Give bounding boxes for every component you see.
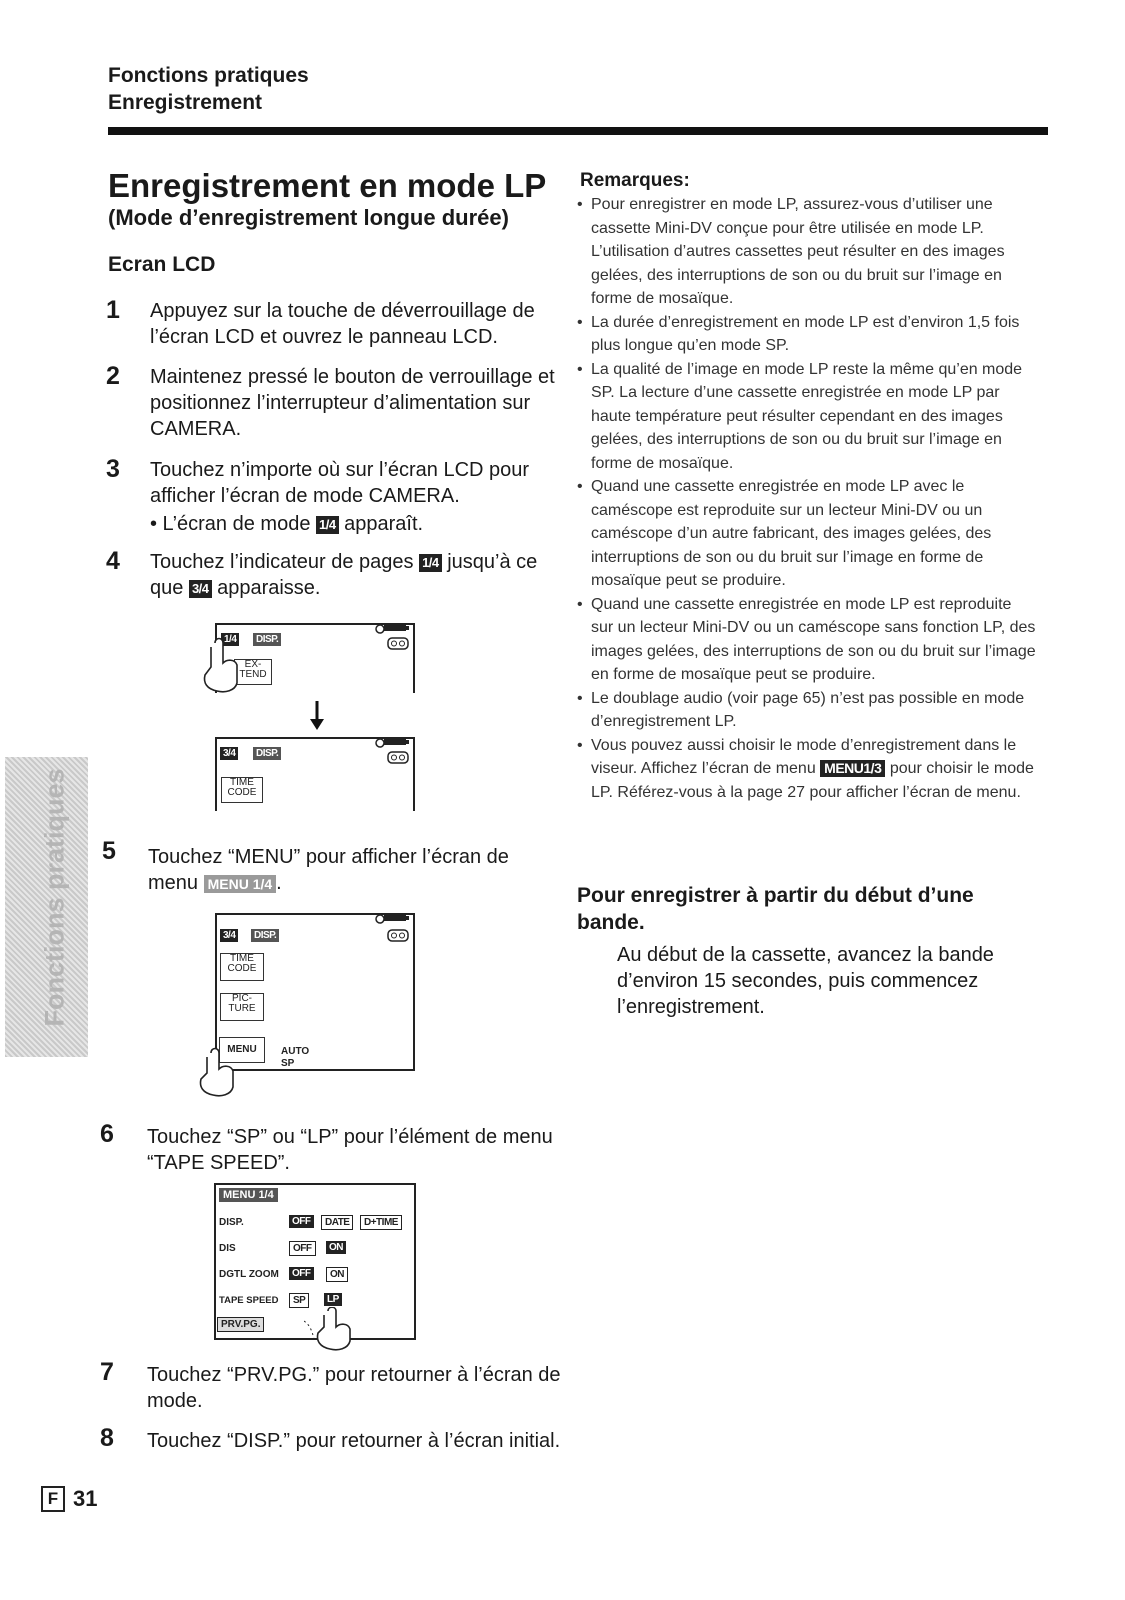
extend-button[interactable]: EX- TEND <box>234 659 272 685</box>
disp-button[interactable]: DISP. <box>251 929 279 942</box>
finger-touch-icon <box>195 1047 245 1097</box>
remark-item: • Vous pouvez aussi choisir le mode d’enregistrement dans le viseur. Affichez l’écran de menu MENU1/3 pour choisir le mode LP. Référez-vous à la page 27 pour afficher l’écran de menu. <box>577 734 1037 805</box>
header-subsection: Enregistrement <box>108 91 263 114</box>
menu-row-label: DIS <box>219 1243 236 1254</box>
step-text: Touchez “SP” ou “LP” pour l’élément de menu “TAPE SPEED”. <box>147 1126 553 1174</box>
step-number: 1 <box>106 296 120 324</box>
step-text: Maintenez pressé le bouton de verrouillage et positionnez l’interrupteur d’alimentation sur CAMERA. <box>150 366 555 440</box>
remark-item: • Quand une cassette enregistrée en mode LP est reproduite sur un lecteur Mini-DV ou un caméscope sans fonction LP, des images gelées, des interruptions de son ou du bruit sur l’image en forme de mosaïque peut se produire. <box>577 593 1037 687</box>
remark-item: • Pour enregistrer en mode LP, assurez-vous d’utiliser une cassette Mini-DV conçue pour être utilisée en mode LP. L’utilisation d’autres cassettes peut résulter en des images gelées, des interruptions de son ou du bruit sur l’image en forme de mosaïque. <box>577 193 1037 311</box>
menu-option-off[interactable]: OFF <box>289 1267 314 1280</box>
menu-option-date[interactable]: DATE <box>321 1215 353 1230</box>
auto-label: AUTO <box>281 1046 310 1057</box>
step-number: 6 <box>100 1120 114 1148</box>
arrow-down-icon <box>310 701 324 731</box>
step-number: 4 <box>106 547 120 575</box>
menu-row-label: DISP. <box>219 1217 244 1228</box>
header-section: Fonctions pratiques <box>108 64 309 87</box>
menu-option-lp[interactable]: LP <box>324 1293 342 1306</box>
menu-option-off[interactable]: OFF <box>289 1215 314 1228</box>
step-number: 5 <box>102 837 116 865</box>
remarks-title: Remarques: <box>580 170 690 191</box>
menu-button[interactable]: MENU <box>219 1037 265 1063</box>
remark-item: • Quand une cassette enregistrée en mode LP avec le caméscope est reproduite sur un lecteur Mini-DV ou un caméscope d’un autre fabricant, des images gelées, des interruptions de son ou du bruit sur l’image en forme de mosaïque peut se produire. <box>577 475 1037 593</box>
step-number: 3 <box>106 455 120 483</box>
language-marker: F <box>41 1486 65 1512</box>
step-text: Appuyez sur la touche de déverrouillage de l’écran LCD et ouvrez le panneau LCD. <box>150 300 535 348</box>
step-subnote: • L’écran de mode 1/4 apparaît. <box>150 513 424 535</box>
start-paragraph: Au début de la cassette, avancez la bande d’environ 15 secondes, puis commencez l’enregistrement. <box>617 944 994 1018</box>
step-number: 8 <box>100 1424 114 1452</box>
section-heading-lcd: Ecran LCD <box>108 253 216 276</box>
finger-touch-icon <box>304 1307 354 1353</box>
page-indicator-badge: 1/4 <box>316 516 339 534</box>
menu-option-dtime[interactable]: D+TIME <box>360 1215 402 1230</box>
menu-page-badge: MENU1/3 <box>820 760 885 777</box>
page-indicator-badge: 1/4 <box>419 554 442 572</box>
menu-option-on[interactable]: ON <box>326 1241 346 1254</box>
time-code-button[interactable]: TIME CODE <box>220 953 264 981</box>
sp-label: SP <box>281 1058 295 1069</box>
menu-row-label: DGTL ZOOM <box>219 1269 279 1280</box>
step-text: Touchez “PRV.PG.” pour retourner à l’écran de mode. <box>147 1364 561 1412</box>
menu-option-sp[interactable]: SP <box>289 1293 309 1308</box>
step-text: Touchez l’indicateur de pages 1/4 jusqu’à ce que 3/4 apparaisse. <box>150 551 538 599</box>
menu-option-off[interactable]: OFF <box>289 1241 316 1256</box>
cassette-icon <box>387 751 411 765</box>
disp-button[interactable]: DISP. <box>253 633 281 646</box>
remark-item: • La qualité de l’image en mode LP reste la même qu’en mode SP. La lecture d’une cassette enregistrée en mode LP par haute température peut résulter cependant en des images gelées, des interruptions de son ou du bruit sur l’image en forme de mosaïque. <box>577 358 1037 476</box>
page-subtitle: (Mode d’enregistrement longue durée) <box>108 205 509 230</box>
menu-page-badge: MENU 1/4 <box>204 875 277 893</box>
menu-title: MENU 1/4 <box>219 1188 278 1202</box>
picture-button[interactable]: PIC- TURE <box>220 993 264 1021</box>
remarks-list <box>577 193 1037 804</box>
page-title: Enregistrement en mode LP <box>108 167 547 204</box>
step-text: Touchez “DISP.” pour retourner à l’écran initial. <box>147 1430 561 1452</box>
lcd-figure-menu <box>215 913 415 1098</box>
menu-option-on[interactable]: ON <box>326 1267 348 1282</box>
step-number: 7 <box>100 1358 114 1386</box>
lcd-figure-page-change <box>215 623 415 813</box>
section-heading-start: Pour enregistrer à partir du début d’une bande. <box>577 884 974 934</box>
remark-item: • Le doublage audio (voir page 65) n’est pas possible en mode d’enregistrement LP. <box>577 687 1037 734</box>
page-indicator-button[interactable]: 3/4 <box>220 929 238 942</box>
step-number: 2 <box>106 362 120 390</box>
time-code-button[interactable]: TIME CODE <box>221 777 263 803</box>
step-text: Touchez n’importe où sur l’écran LCD pour afficher l’écran de mode CAMERA. <box>150 459 530 507</box>
cassette-icon <box>387 637 411 651</box>
menu-row-label: TAPE SPEED <box>219 1295 279 1306</box>
page-indicator-button[interactable]: 3/4 <box>220 747 238 760</box>
remark-item: • La durée d’enregistrement en mode LP est d’environ 1,5 fois plus longue qu’en mode SP. <box>577 311 1037 358</box>
cassette-icon <box>387 929 411 943</box>
page-number: 31 <box>73 1486 98 1511</box>
prv-page-button[interactable]: PRV.PG. <box>217 1317 264 1332</box>
disp-button[interactable]: DISP. <box>253 747 281 760</box>
header-rule <box>108 127 1048 135</box>
finger-touch-icon <box>197 635 247 695</box>
side-tab-label: Fonctions pratiques <box>39 768 70 1027</box>
page-indicator-badge: 3/4 <box>189 580 212 598</box>
page-indicator-button[interactable]: 1/4 <box>221 633 239 646</box>
menu-screen-figure <box>214 1183 416 1353</box>
step-text: Touchez “MENU” pour afficher l’écran de menu MENU 1/4 . <box>148 846 509 894</box>
